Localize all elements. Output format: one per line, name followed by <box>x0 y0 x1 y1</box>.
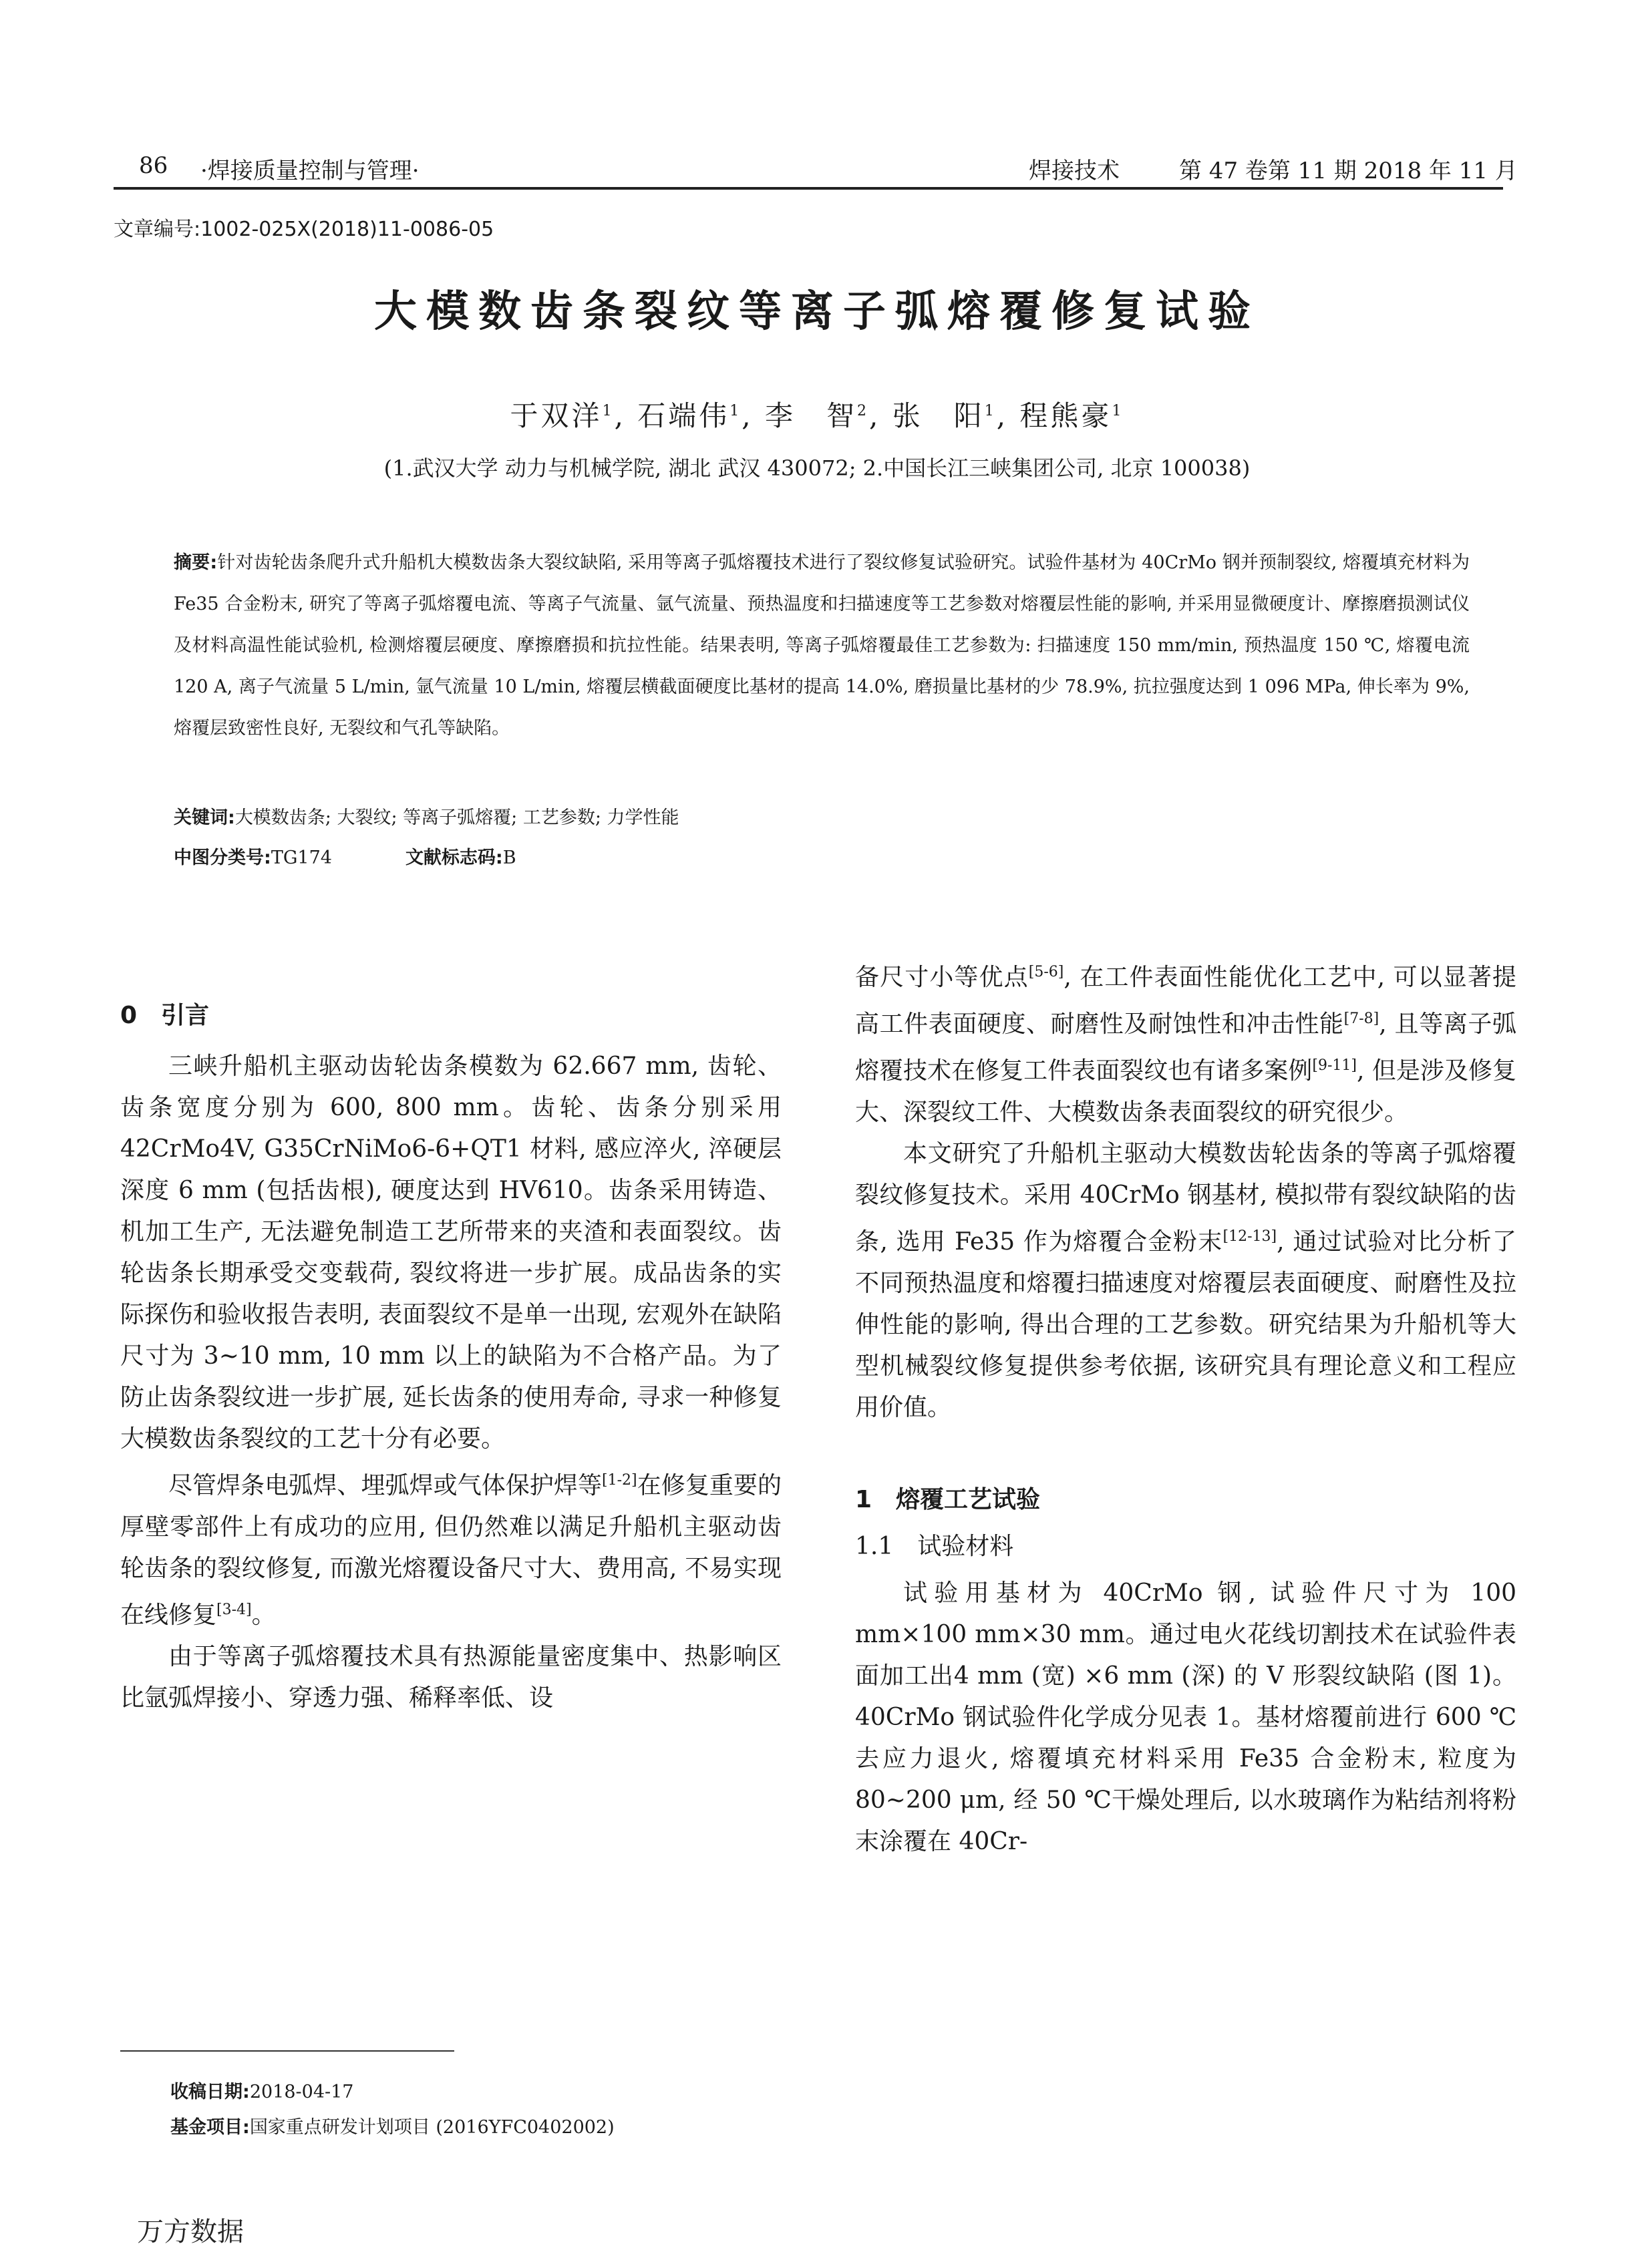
citation: [7-8] <box>1343 1010 1379 1027</box>
citation: [9-11] <box>1312 1057 1357 1074</box>
doc-code-value: B <box>502 847 516 868</box>
received-label: 收稿日期: <box>170 2082 250 2102</box>
received-value: 2018-04-17 <box>249 2082 354 2102</box>
issue-info: 第 47 卷第 11 期 2018 年 11 月 <box>1179 158 1518 184</box>
abstract-text: 针对齿轮齿条爬升式升船机大模数齿条大裂纹缺陷, 采用等离子弧熔覆技术进行了裂纹修复试验研究。试验件基材为 40CrMo 钢并预制裂纹, 熔覆填充材料为 Fe35 合金粉末, 研究了等离子弧熔覆电流、等离子气流量、氩气流量、预热温度和扫描速度等工艺参数对熔覆层性能的影响, 并采用显微硬度计、摩擦磨损测试仪及材料高温性能试验机, 检测熔覆层硬度、摩擦磨损和抗拉性能。结果表明, 等离子弧熔覆最佳工艺参数为: 扫描速度 150 mm/min, 预热温度 150 ℃, 熔覆电流 120 A, 离子气流量 5 L/min, 氩气流量 10 L/min, 熔覆层横截面硬度比基材的提高 14.0%, 磨损量比基材的少 78.9%, 抗拉强度达到 1 096 MPa, 伸长率为 9%, 熔覆层致密性良好, 无裂纹和气孔等缺陷。 <box>174 552 1470 739</box>
fund-label: 基金项目: <box>170 2117 250 2138</box>
author-name: 程熊豪 <box>1019 399 1112 432</box>
keywords-label: 关键词: <box>174 807 235 828</box>
clc-value: TG174 <box>271 847 332 868</box>
intro-paragraph-3-cont <box>855 952 1516 1133</box>
text-span: 。 <box>251 1601 276 1629</box>
abstract <box>174 542 1470 749</box>
column-name: ·焊接质量控制与管理· <box>200 158 420 184</box>
author-affil-mark: 1 <box>984 403 997 419</box>
citation: [1-2] <box>602 1472 637 1489</box>
citation: [12-13] <box>1222 1228 1277 1245</box>
author-name: 张 阳 <box>892 399 985 432</box>
section-1-heading: 1 熔覆工艺试验 <box>855 1486 1041 1513</box>
text-span: 在修复重要的厚壁零部件上有成功的应用, 但仍然难以满足升船机主驱动齿轮齿条的裂纹修复, 而激光熔覆设备尺寸大、费用高, 不易实现在线修复 <box>120 1472 782 1629</box>
section-1-1-heading: 1.1 试验材料 <box>855 1533 1014 1560</box>
text-span: 备尺寸小等优点 <box>855 964 1029 991</box>
abstract-label: 摘要: <box>174 552 218 573</box>
section-0-heading: 0 引言 <box>120 1002 210 1029</box>
affiliations: (1.武汉大学 动力与机械学院, 湖北 武汉 430072; 2.中国长江三峡集团公司, 北京 100038) <box>383 455 1251 481</box>
author-list: 于双洋$^1$, 石端伟$^1$, 李 智$^2$, 张 阳$^1$, 程熊豪$^1$ <box>510 399 1124 432</box>
text-span: 本文研究了升船机主驱动大模数齿轮齿条的等离子弧熔覆裂纹修复技术。采用 40CrMo 钢基材, 模拟带有裂纹缺陷的齿条, 选用 Fe35 作为熔覆合金粉末 <box>855 1140 1516 1256</box>
text-span: , 在工件表面性能优化工艺中, 可以显著提高工件表面硬度、耐磨性及耐蚀性和冲击性能 <box>855 964 1516 1038</box>
right-column <box>855 952 1516 1863</box>
materials-paragraph: 试验用基材为 40CrMo 钢, 试验件尺寸为 100 mm×100 mm×30 mm。通过电火花线切割技术在试验件表面加工出4 mm (宽) ×6 mm (深) 的 V 形裂纹缺陷 (图 1)。40CrMo 钢试验件化学成分见表 1。基材熔覆前进行 600 ℃去应力退火, 熔覆填充材料采用 Fe35 合金粉末, 粒度为 80~200 μm, 经 50 ℃干燥处理后, 以水玻璃作为粘结剂将粉末涂覆在 40Cr- <box>855 1579 1516 1855</box>
author-name: 李 智 <box>764 399 857 432</box>
received-date <box>170 2077 353 2103</box>
text-span: 尽管焊条电弧焊、埋弧焊或气体保护焊等 <box>168 1472 603 1499</box>
intro-paragraph-1: 三峡升船机主驱动齿轮齿条模数为 62.667 mm, 齿轮、齿条宽度分别为 600, 800 mm。齿轮、齿条分别采用 42CrMo4V, G35CrNiMo6-6+QT1 材料, 感应淬火, 淬硬层深度 6 mm (包括齿根), 硬度达到 HV610。齿条采用铸造、机加工生产, 无法避免制造工艺所带来的夹渣和表面裂纹。齿轮齿条长期承受交变载荷, 裂纹将进一步扩展。成品齿条的实际探伤和验收报告表明, 表面裂纹不是单一出现, 宏观外在缺陷尺寸为 3~10 mm, 10 mm 以上的缺陷为不合格产品。为了防止齿条裂纹进一步扩展, 延长齿条的使用寿命, 寻求一种修复大模数齿条裂纹的工艺十分有必要。 <box>120 1053 782 1453</box>
author-name: 于双洋 <box>510 399 603 432</box>
intro-paragraph-2 <box>120 1460 782 1636</box>
footnote-rule <box>120 2050 454 2052</box>
doc-code-label: 文献标志码: <box>405 847 503 868</box>
intro-paragraph-3: 由于等离子弧熔覆技术具有热源能量密度集中、热影响区比氩弧焊接小、穿透力强、稀释率低、设 <box>120 1643 782 1712</box>
fund-project <box>170 2112 615 2138</box>
page-number: 86 <box>139 152 168 179</box>
paper-title: 大模数齿条裂纹等离子弧熔覆修复试验 <box>374 287 1260 337</box>
intro-paragraph-4 <box>855 1133 1516 1429</box>
article-number: 文章编号:1002-025X(2018)11-0086-05 <box>114 218 494 241</box>
left-column <box>120 995 782 1719</box>
classification <box>174 843 1470 869</box>
author-name: 石端伟 <box>637 399 730 432</box>
journal-name: 焊接技术 <box>1029 158 1120 184</box>
keywords <box>174 803 1470 829</box>
author-affil-mark: 1 <box>1112 403 1124 419</box>
author-affil-mark: 1 <box>602 403 615 419</box>
citation: [3-4] <box>216 1601 252 1618</box>
watermark: 万方数据 <box>137 2217 244 2247</box>
text-span: , 且等离子弧熔覆技术在修复工件表面裂纹也有诸多案例 <box>855 1010 1516 1085</box>
fund-value: 国家重点研发计划项目 (2016YFC0402002) <box>249 2117 615 2138</box>
citation: [5-6] <box>1028 964 1064 980</box>
text-span: , 通过试验对比分析了不同预热温度和熔覆扫描速度对熔覆层表面硬度、耐磨性及拉伸性能的影响, 得出合理的工艺参数。研究结果为升船机等大型机械裂纹修复提供参考依据, 该研究具有理论意义和工程应用价值。 <box>855 1228 1516 1421</box>
text-span: , 但是涉及修复大、深裂纹工件、大模数齿条表面裂纹的研究很少。 <box>855 1057 1516 1126</box>
clc-label: 中图分类号: <box>174 847 271 868</box>
author-affil-mark: 2 <box>857 403 869 419</box>
header-rule <box>114 187 1503 190</box>
keywords-text: 大模数齿条; 大裂纹; 等离子弧熔覆; 工艺参数; 力学性能 <box>234 807 679 828</box>
author-affil-mark: 1 <box>729 403 742 419</box>
